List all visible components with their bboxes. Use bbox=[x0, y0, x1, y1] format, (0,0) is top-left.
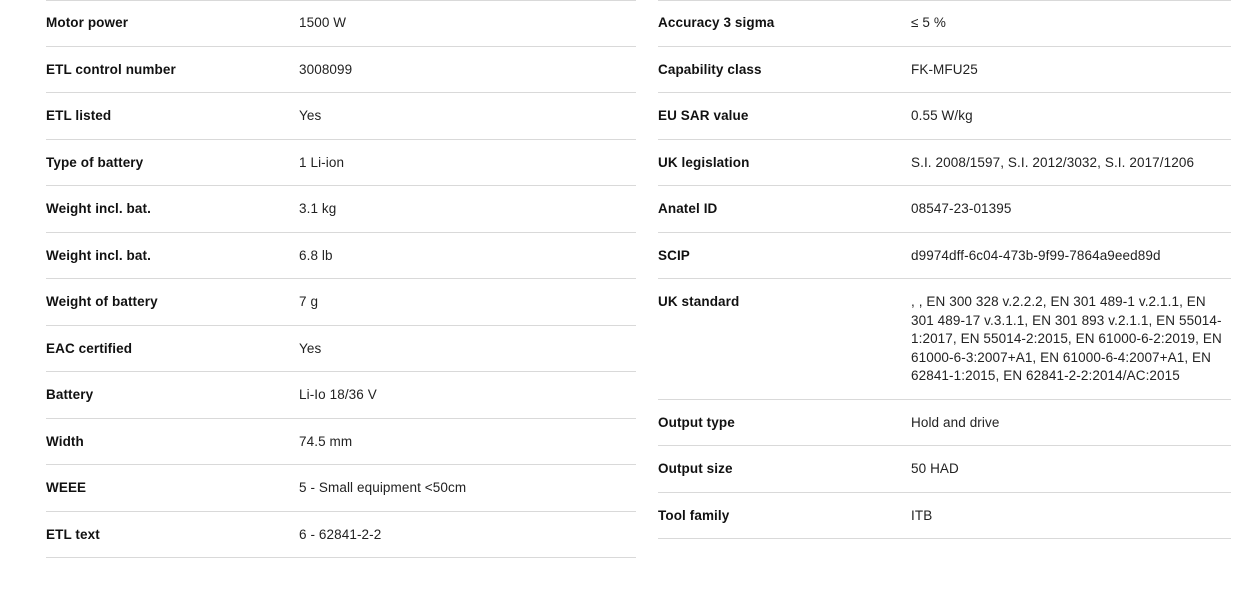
spec-label: UK legislation bbox=[658, 154, 750, 170]
spec-value: Li-Io 18/36 V bbox=[299, 387, 377, 402]
spec-value: 08547-23-01395 bbox=[911, 201, 1012, 216]
spec-value: d9974dff-6c04-473b-9f99-7864a9eed89d bbox=[911, 247, 1161, 263]
spec-label: Motor power bbox=[46, 15, 129, 30]
spec-value: ITB bbox=[911, 507, 933, 523]
spec-label: Width bbox=[46, 433, 84, 449]
spec-row bbox=[658, 0, 1231, 47]
spec-label: UK standard bbox=[658, 294, 740, 309]
spec-label: ETL control number bbox=[46, 61, 176, 77]
spec-value: 50 HAD bbox=[911, 461, 959, 476]
spec-label: Weight of battery bbox=[46, 294, 158, 309]
spec-row bbox=[46, 233, 636, 280]
spec-value: 5 - Small equipment <50cm bbox=[299, 480, 467, 495]
spec-label: EU SAR value bbox=[658, 108, 749, 123]
spec-value: S.I. 2008/1597, S.I. 2012/3032, S.I. 2017/1206 bbox=[911, 154, 1195, 170]
spec-value: , , EN 300 328 v.2.2.2, EN 301 489-1 v.2.1.1, EN 301 489-17 v.3.1.1, EN 301 893 v.2.1.1, EN 55014-1:2017, EN 55014-2:2015, EN 61000-6-2:2019, EN 61000-6-3:2007+A1, EN 61000-6-4:2007+A1, EN 62841-1:2015, EN 62841-2-2:2014/AC:2015 bbox=[911, 294, 1222, 383]
spec-label: SCIP bbox=[658, 247, 690, 263]
specifications-column-left bbox=[46, 0, 636, 558]
spec-row bbox=[46, 279, 636, 326]
spec-value: 3.1 kg bbox=[299, 201, 337, 216]
spec-label: Battery bbox=[46, 387, 94, 402]
spec-value: 0.55 W/kg bbox=[911, 108, 973, 123]
spec-row bbox=[658, 186, 1231, 233]
spec-row bbox=[46, 186, 636, 233]
spec-label: Anatel ID bbox=[658, 201, 718, 216]
spec-row bbox=[658, 233, 1231, 280]
spec-row bbox=[658, 400, 1231, 447]
spec-value: ≤ 5 % bbox=[911, 15, 946, 30]
spec-label: ETL listed bbox=[46, 108, 112, 123]
specifications-column-right bbox=[658, 0, 1231, 558]
spec-row bbox=[46, 326, 636, 373]
spec-label: Capability class bbox=[658, 61, 762, 77]
spec-label: Tool family bbox=[658, 507, 730, 523]
spec-value: Hold and drive bbox=[911, 414, 1000, 430]
spec-row bbox=[46, 140, 636, 187]
spec-row bbox=[46, 419, 636, 466]
spec-value: 1500 W bbox=[299, 15, 347, 30]
spec-value: Yes bbox=[299, 108, 322, 123]
spec-row bbox=[46, 465, 636, 512]
spec-row bbox=[46, 47, 636, 94]
spec-row bbox=[658, 140, 1231, 187]
spec-label: EAC certified bbox=[46, 340, 133, 356]
spec-row bbox=[46, 512, 636, 559]
spec-row bbox=[658, 93, 1231, 140]
spec-label: Type of battery bbox=[46, 154, 144, 170]
spec-row bbox=[46, 93, 636, 140]
spec-row bbox=[658, 279, 1231, 400]
spec-value: 3008099 bbox=[299, 61, 353, 77]
spec-value: 6.8 lb bbox=[299, 247, 333, 263]
spec-label: Weight incl. bat. bbox=[46, 247, 151, 263]
spec-row bbox=[658, 493, 1231, 540]
spec-value: 6 - 62841-2-2 bbox=[299, 526, 382, 542]
spec-label: Accuracy 3 sigma bbox=[658, 15, 775, 30]
spec-value: 74.5 mm bbox=[299, 433, 353, 449]
spec-value: FK-MFU25 bbox=[911, 61, 978, 77]
spec-row bbox=[658, 446, 1231, 493]
spec-label: WEEE bbox=[46, 480, 87, 495]
spec-row bbox=[46, 0, 636, 47]
spec-value: 1 Li-ion bbox=[299, 154, 345, 170]
column-gap bbox=[636, 0, 658, 558]
spec-label: Output type bbox=[658, 414, 735, 430]
spec-row bbox=[46, 372, 636, 419]
spec-label: ETL text bbox=[46, 526, 100, 542]
spec-value: Yes bbox=[299, 340, 322, 356]
spec-value: 7 g bbox=[299, 294, 319, 309]
spec-label: Weight incl. bat. bbox=[46, 201, 151, 216]
spec-row bbox=[658, 47, 1231, 94]
spec-label: Output size bbox=[658, 461, 733, 476]
